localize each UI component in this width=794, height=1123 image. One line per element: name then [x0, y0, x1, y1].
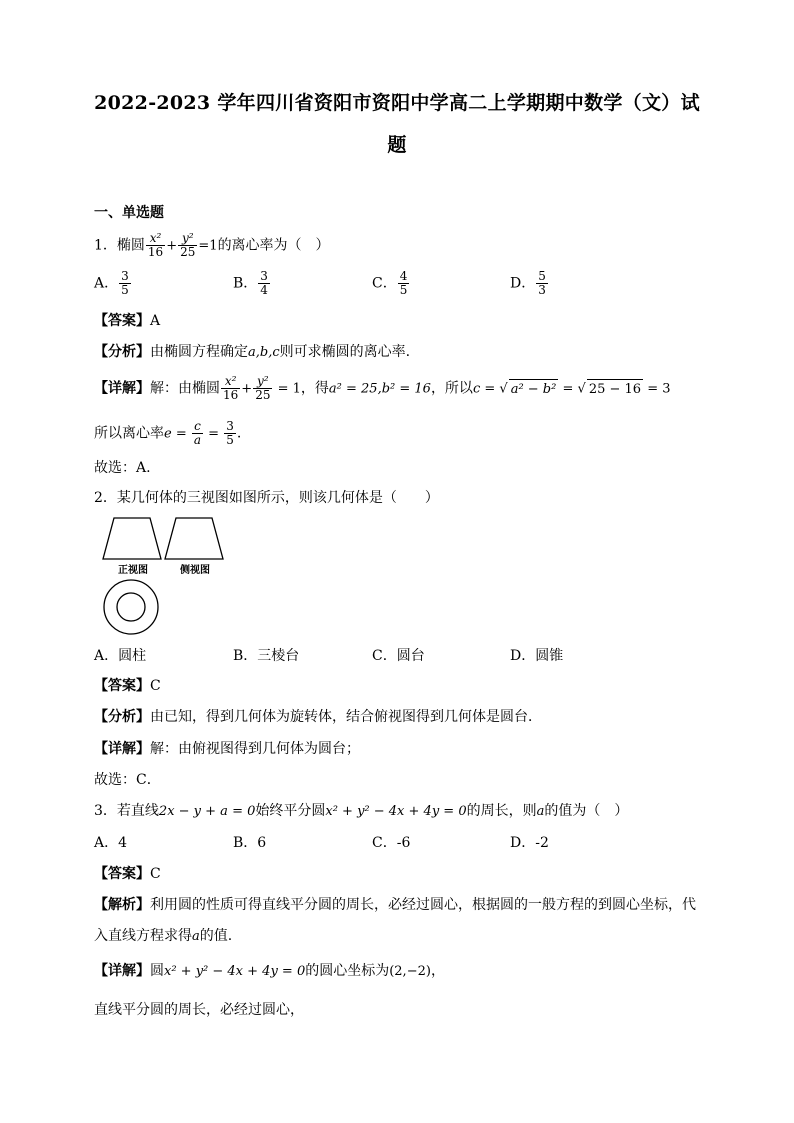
q2-analysis: 【分析】由已知，得到几何体为旋转体，结合俯视图得到几何体是圆台．: [94, 709, 542, 725]
three-view-figure: [100, 515, 230, 635]
q3-analysis-line2: 入直线方程求得a的值.: [94, 928, 233, 944]
front-view-label: 正视图: [118, 565, 148, 576]
q1-option-c: C． $\frac{4}{5}$: [372, 269, 408, 297]
q2-option-c: C．圆台: [372, 648, 425, 664]
q3-option-d: D．-2: [510, 835, 549, 851]
front-view-trapezoid: [103, 518, 161, 559]
section-heading: 一、单选题: [94, 205, 164, 221]
q3-detail: 【详解】圆x² + y² − 4x + 4y = 0的圆心坐标为(2,−2)，: [94, 963, 445, 979]
q2-option-b: B．三棱台: [233, 648, 300, 664]
q1-answer: 【答案】A: [94, 313, 161, 329]
q3-analysis-line1: 【解析】利用圆的性质可得直线平分圆的周长，必经过圆心，根据圆的一般方程的到圆心坐标，代: [94, 897, 696, 913]
q2-stem: 2．某几何体的三视图如图所示，则该几何体是（ ）: [94, 490, 439, 506]
q2-option-a: A．圆柱: [94, 648, 147, 664]
q2-detail: 【详解】解：由俯视图得到几何体为圆台；: [94, 741, 360, 757]
q3-last-line: 直线平分圆的周长，必经过圆心，: [94, 1002, 304, 1018]
q1-detail: 【详解】解：由椭圆 $\frac{\text{x²}}{16}$ + $\frac{\text{y²}}{25}$ = 1，得a² = 25,b² = 16，所以c = √ a² − b² = √ 25 − 16 = 3: [94, 374, 671, 402]
top-view-inner-circle: [117, 593, 145, 621]
q3-option-c: C．-6: [372, 835, 411, 851]
q2-answer: 【答案】C: [94, 678, 161, 694]
q1-frac-x: $\frac{\text{x²}}{16}$: [147, 231, 164, 259]
q3-stem: 3．若直线2x − y + a = 0始终平分圆x² + y² − 4x + 4y = 0的周长，则a的值为（ ）: [94, 803, 629, 819]
q1-option-a: A． $\frac{3}{5}$: [94, 269, 129, 297]
q1-analysis: 【分析】由椭圆方程确定a,b,c则可求椭圆的离心率.: [94, 344, 411, 360]
q1-choose: 故选：A.: [94, 460, 151, 476]
q1-suffix: 的离心率为（ ）: [217, 237, 330, 254]
q3-answer: 【答案】C: [94, 866, 161, 882]
doc-title-line2: 题: [387, 134, 407, 156]
q1-frac-y: $\frac{\text{y²}}{25}$: [180, 231, 196, 259]
q1-option-d: D． $\frac{5}{3}$: [510, 269, 546, 297]
q3-option-a: A．4: [94, 835, 128, 851]
side-view-label: 侧视图: [180, 565, 210, 576]
q1-stem: 1．椭圆 $\frac{\text{x²}}{16}$ + $\frac{\text{y²}}{25}$ =1的离心率为（ ）: [94, 231, 330, 259]
top-view-outer-circle: [104, 580, 158, 634]
q2-option-d: D．圆锥: [510, 648, 564, 664]
q1-prefix: 1．椭圆: [94, 237, 145, 254]
q1-option-b: B． $\frac{3}{4}$: [233, 269, 268, 297]
q3-option-b: B．6: [233, 835, 267, 851]
doc-title-line1: 2022-2023 学年四川省资阳市资阳中学高二上学期期中数学（文）试: [94, 92, 700, 114]
side-view-trapezoid: [165, 518, 223, 559]
q2-choose: 故选：C．: [94, 772, 161, 788]
q1-eccentricity: 所以离心率e = $\frac{c}{a}$ = $\frac{3}{5}$ .: [94, 419, 242, 447]
